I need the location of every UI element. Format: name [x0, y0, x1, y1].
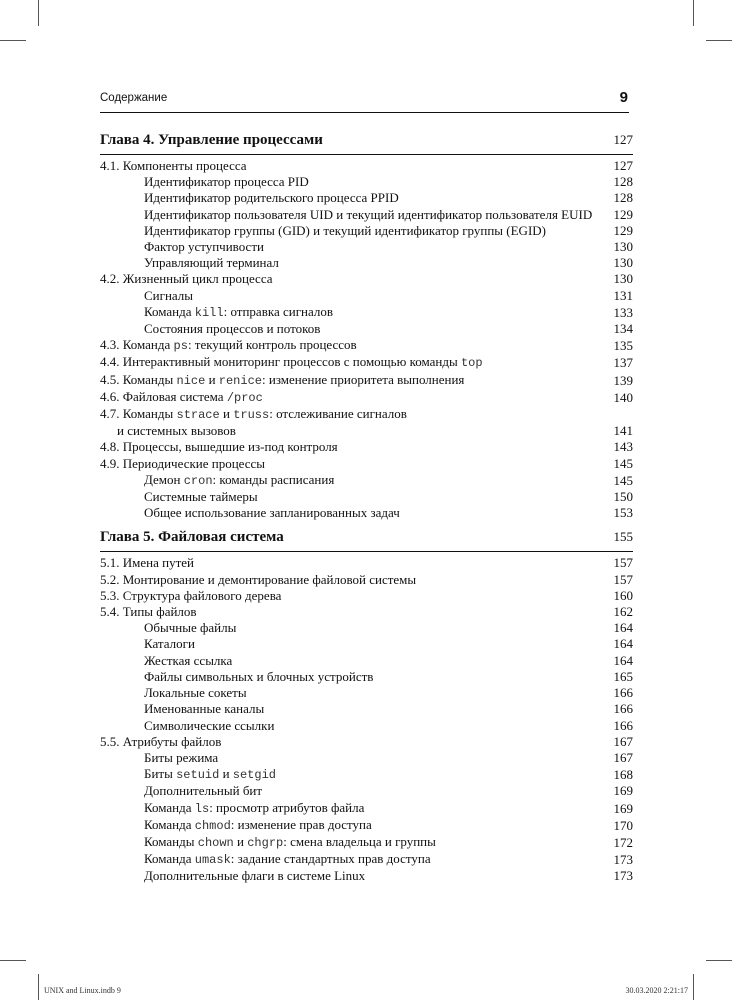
chapter-title: Глава 4. Управление процессами [100, 132, 323, 148]
entry-title [100, 207, 593, 223]
entry-text: Команда [144, 851, 195, 867]
entry-page: 167 [613, 749, 633, 765]
toc-subsection-entry[interactable] [100, 685, 633, 701]
entry-title [100, 868, 593, 884]
entry-text: Состояния процессов и потоков [144, 321, 321, 337]
entry-title [100, 190, 593, 206]
crop-mark [693, 974, 694, 1000]
entry-page: 135 [613, 338, 633, 354]
entry-text: : изменение прав доступа [230, 816, 372, 832]
entry-text: и [205, 371, 219, 387]
toc-subsection-entry[interactable] [100, 239, 633, 255]
entry-page: 145 [613, 455, 633, 471]
chapter-heading[interactable] [100, 132, 633, 155]
entry-text: и [233, 833, 248, 849]
entry-title-continued: и системных вызовов [117, 423, 236, 439]
entry-page: 165 [613, 668, 633, 684]
entry-title [100, 472, 593, 489]
running-head-title: Содержание [100, 92, 168, 104]
toc-subsection-entry[interactable] [100, 207, 633, 223]
entry-text: и [219, 766, 233, 782]
entry-code-term: kill [194, 305, 224, 320]
entry-text: : отслеживание сигналов [269, 406, 407, 422]
entry-text: Идентификатор группы (GID) и текущий идентификатор группы (EGID) [144, 222, 546, 238]
entry-text: Команда [144, 303, 195, 319]
toc-subsection-entry[interactable] [100, 288, 633, 304]
entry-page: 128 [613, 174, 633, 190]
entry-text: 4.7. Команды [100, 406, 177, 422]
entry-text: Общее использование запланированных задач [144, 505, 400, 521]
toc-section-entry[interactable] [100, 406, 633, 423]
entry-text: Команды [144, 833, 198, 849]
entry-text: : текущий контроль процессов [187, 337, 357, 353]
entry-page: 153 [613, 505, 633, 521]
toc-subsection-entry[interactable] [100, 800, 633, 817]
toc-subsection-entry[interactable] [100, 817, 633, 834]
entry-text: Демон [144, 471, 184, 487]
entry-text: Команда [144, 799, 195, 815]
entry-page: 128 [613, 190, 633, 206]
toc-section-entry[interactable] [100, 354, 633, 371]
toc-section-entry[interactable] [100, 572, 633, 588]
toc-section-entry[interactable] [100, 588, 633, 604]
page-number: 9 [619, 89, 628, 106]
entry-text: Жесткая ссылка [144, 652, 233, 668]
entry-title [100, 636, 593, 652]
entry-text: : отправка сигналов [223, 303, 333, 319]
chapter-title: Глава 5. Файловая система [100, 529, 284, 546]
entry-page: 166 [613, 701, 633, 717]
entry-code-term: chmod [194, 818, 231, 833]
entry-title [100, 588, 593, 604]
entry-text: 5.4. Типы файлов [100, 604, 197, 620]
entry-code-term: chown [197, 835, 234, 850]
entry-text: 5.5. Атрибуты файлов [100, 733, 222, 749]
entry-page: 157 [613, 571, 633, 587]
entry-title [100, 372, 593, 389]
entry-page: 130 [613, 271, 633, 287]
entry-title [100, 389, 593, 406]
toc-section-entry[interactable] [100, 555, 633, 571]
entry-text: Идентификатор пользователя UID и текущий идентификатор пользователя EUID [144, 206, 593, 222]
entry-page: 164 [613, 636, 633, 652]
entry-title [100, 834, 593, 851]
running-head [100, 89, 629, 113]
entry-page: 172 [613, 834, 633, 850]
entry-text: Управляющий терминал [144, 255, 279, 271]
entry-code-term: renice [218, 373, 262, 388]
entry-title [100, 239, 593, 255]
entry-text: 4.3. Команда [100, 337, 174, 353]
toc-subsection-entry[interactable] [100, 304, 633, 321]
toc-subsection-entry[interactable] [100, 718, 633, 734]
crop-mark [0, 960, 26, 961]
toc-subsection-entry[interactable] [100, 636, 633, 652]
entry-page: 160 [613, 587, 633, 603]
entry-title [100, 439, 593, 455]
entry-text: Файлы символьных и блочных устройств [144, 668, 374, 684]
entry-page: 139 [613, 372, 633, 388]
entry-title [100, 489, 593, 505]
entry-text: и [219, 406, 234, 422]
entry-title [100, 750, 593, 766]
entry-text: Каталоги [144, 636, 195, 652]
crop-mark [38, 0, 39, 26]
entry-text: 4.5. Команды [100, 371, 177, 387]
crop-mark [38, 974, 39, 1000]
entry-code-term: ps [173, 339, 188, 354]
toc-subsection-entry[interactable] [100, 255, 633, 271]
entry-title [100, 766, 593, 783]
entry-title [100, 669, 593, 685]
toc-section-entry[interactable] [100, 439, 633, 455]
entry-title [100, 271, 593, 287]
entry-code-term: strace [176, 408, 220, 423]
entry-page: 133 [613, 304, 633, 320]
entry-text: Биты режима [144, 749, 219, 765]
entry-title [100, 685, 593, 701]
toc-chapter [100, 132, 633, 521]
entry-page: 164 [613, 652, 633, 668]
entry-text: Обычные файлы [144, 620, 237, 636]
entry-page: 129 [613, 222, 633, 238]
crop-mark [0, 40, 26, 41]
toc-section-entry[interactable] [100, 734, 633, 750]
entry-text: 5.3. Структура файлового дерева [100, 587, 282, 603]
entry-page: 166 [613, 717, 633, 733]
crop-mark [706, 960, 732, 961]
entry-text: 5.2. Монтирование и демонтирование файловой системы [100, 571, 417, 587]
toc-subsection-entry[interactable] [100, 190, 633, 206]
entry-text: Идентификатор процесса PID [144, 174, 309, 190]
entry-page: 131 [613, 287, 633, 303]
entry-title [100, 800, 593, 817]
chapter-page: 127 [613, 132, 633, 147]
entry-text: : команды расписания [212, 471, 335, 487]
entry-text: Команда [144, 816, 195, 832]
entry-code-term: /proc [226, 390, 263, 405]
entry-text: Биты [144, 766, 177, 782]
entry-title [100, 851, 593, 868]
entry-text: : просмотр атрибутов файла [209, 799, 365, 815]
toc-subsection-entry[interactable] [100, 505, 633, 521]
entry-title [100, 456, 593, 472]
toc-subsection-entry[interactable] [100, 620, 633, 636]
entry-title [100, 321, 593, 337]
entry-page: 162 [613, 604, 633, 620]
entry-title [100, 555, 593, 571]
entry-title [100, 223, 593, 239]
entry-title [100, 653, 593, 669]
entry-text: : задание стандартных прав доступа [230, 851, 431, 867]
entry-page: 127 [613, 158, 633, 173]
entry-text: Дополнительный бит [144, 783, 263, 799]
entry-page: 129 [613, 206, 633, 222]
toc-section-entry[interactable] [100, 604, 633, 620]
entry-text: Сигналы [144, 287, 194, 303]
entry-title [100, 572, 593, 588]
entry-page: 145 [613, 472, 633, 488]
toc-subsection-entry[interactable] [100, 669, 633, 685]
entry-code-term: setgid [232, 768, 276, 783]
entry-code-term: setuid [176, 768, 220, 783]
toc-section-entry[interactable] [100, 158, 633, 174]
toc-subsection-entry[interactable] [100, 223, 633, 239]
crop-mark [706, 40, 732, 41]
entry-text: Символические ссылки [144, 717, 275, 733]
entry-code-term: nice [176, 373, 206, 388]
toc-subsection-entry[interactable] [100, 834, 633, 851]
entry-text: 4.8. Процессы, вышедшие из-под контроля [100, 439, 338, 455]
toc-section-entry[interactable] [100, 389, 633, 406]
entry-title [100, 304, 593, 321]
entry-code-term: ls [194, 801, 210, 816]
entry-title [100, 174, 593, 190]
entry-text: Локальные сокеты [144, 685, 247, 701]
entry-text: 4.9. Периодические процессы [100, 455, 266, 471]
entry-title [100, 406, 593, 423]
entry-text: Дополнительные флаги в системе Linux [144, 868, 366, 884]
entry-page: 168 [613, 767, 633, 783]
entry-text: 4.6. Файловая система [100, 388, 227, 404]
entry-page: 170 [613, 817, 633, 833]
entry-page: 169 [613, 783, 633, 799]
entry-title [100, 288, 593, 304]
toc-subsection-entry[interactable] [100, 174, 633, 190]
entry-text: 4.2. Жизненный цикл процесса [100, 271, 273, 287]
entry-title [100, 734, 593, 750]
toc-subsection-entry[interactable] [100, 750, 633, 766]
entry-page: 150 [613, 489, 633, 505]
entry-title [100, 337, 593, 354]
toc-subsection-entry[interactable] [100, 783, 633, 799]
entry-text: 5.1. Имена путей [100, 555, 194, 571]
entry-code-term: umask [194, 853, 231, 868]
entry-page: 167 [613, 733, 633, 749]
toc-subsection-entry[interactable] [100, 489, 633, 505]
entry-text: 4.4. Интерактивный мониторинг процессов с помощью команды [100, 354, 461, 370]
entry-page: 166 [613, 685, 633, 701]
entry-text: Именованные каналы [144, 701, 265, 717]
entry-page: 173 [613, 852, 633, 868]
entry-page: 157 [613, 555, 633, 571]
toc-section-entry[interactable] [100, 271, 633, 287]
entry-page: 130 [613, 255, 633, 271]
entry-page: 140 [613, 389, 633, 405]
entry-title [100, 718, 593, 734]
toc-chapter [100, 529, 633, 884]
entry-page: 141 [613, 423, 633, 439]
entry-page: 134 [613, 321, 633, 337]
toc-subsection-entry[interactable] [100, 868, 633, 884]
entry-code-term: truss [233, 408, 270, 423]
toc-subsection-entry[interactable] [100, 472, 633, 489]
footer-file-label: UNIX and Linux.indb 9 [44, 986, 121, 995]
entry-title [100, 701, 593, 717]
entry-text: Системные таймеры [144, 489, 258, 505]
entry-page: 143 [613, 439, 633, 455]
entry-text: Фактор уступчивости [144, 239, 264, 255]
chapter-heading[interactable] [100, 529, 633, 552]
entry-title [100, 354, 593, 371]
toc-subsection-entry[interactable] [100, 653, 633, 669]
footer-timestamp: 30.03.2020 2:21:17 [625, 986, 688, 995]
entry-text: : смена владельца и группы [283, 833, 436, 849]
entry-text: Идентификатор родительского процесса PPID [144, 190, 399, 206]
entry-page: 164 [613, 620, 633, 636]
entry-code-term: cron [183, 473, 213, 488]
entry-page: 130 [613, 239, 633, 255]
entry-text: : изменение приоритета выполнения [262, 371, 465, 387]
toc-subsection-entry[interactable] [100, 851, 633, 868]
entry-title [100, 505, 593, 521]
toc-subsection-entry[interactable] [100, 766, 633, 783]
chapter-page: 155 [613, 529, 633, 545]
entry-title [100, 158, 593, 174]
entry-title [100, 604, 593, 620]
toc-entry-continuation[interactable] [100, 423, 633, 439]
toc-section-entry[interactable] [100, 337, 633, 354]
entry-page: 169 [613, 800, 633, 816]
toc-section-entry[interactable] [100, 372, 633, 389]
crop-mark [693, 0, 694, 26]
entry-code-term: chgrp [247, 835, 284, 850]
entry-title [100, 783, 593, 799]
toc-subsection-entry[interactable] [100, 321, 633, 337]
table-of-contents [100, 132, 633, 885]
entry-title [100, 620, 593, 636]
entry-text: 4.1. Компоненты процесса [100, 158, 247, 173]
toc-section-entry[interactable] [100, 456, 633, 472]
entry-code-term: top [460, 356, 483, 371]
toc-subsection-entry[interactable] [100, 701, 633, 717]
entry-title [100, 817, 593, 834]
entry-page: 173 [613, 868, 633, 884]
entry-title [100, 255, 593, 271]
entry-page: 137 [613, 355, 633, 371]
